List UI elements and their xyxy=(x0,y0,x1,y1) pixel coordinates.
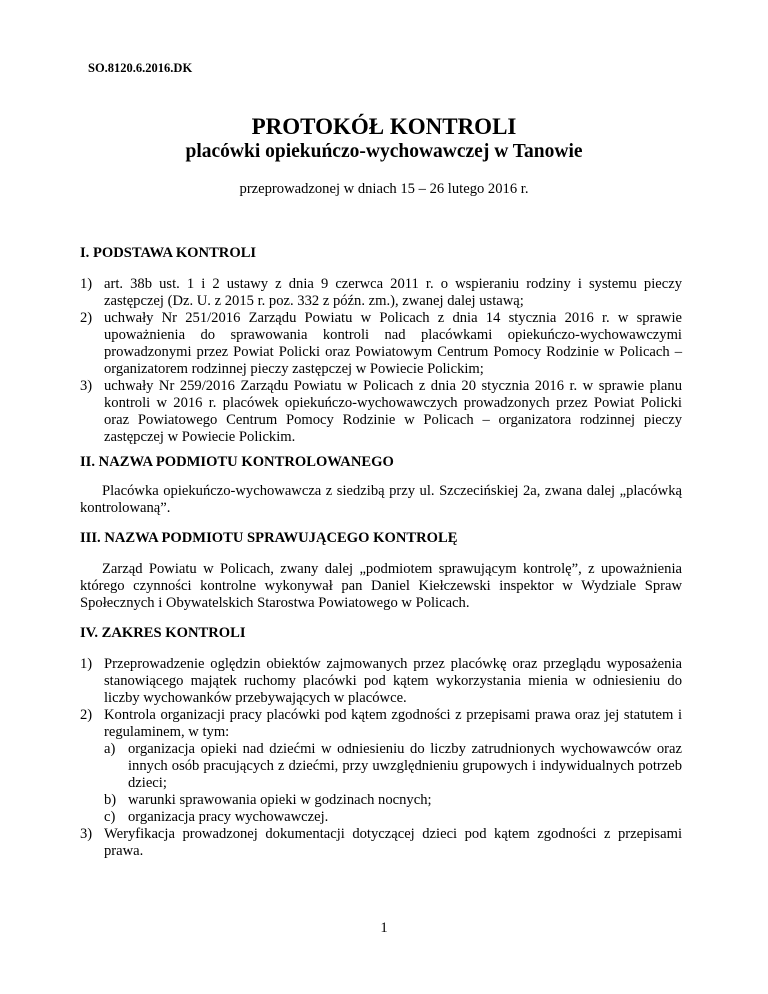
list-item-text: Kontrola organizacji pracy placówki pod kątem zgodności z przepisami prawa oraz jej statutem i regulaminem, w tym: xyxy=(104,707,682,740)
list-item-number: 2) xyxy=(80,310,93,326)
section-heading-scope: IV. ZAKRES KONTROLI xyxy=(80,625,246,641)
list-item-number: 1) xyxy=(80,276,93,292)
list-item xyxy=(80,656,682,707)
sublist-item xyxy=(104,809,682,826)
list-item-text: Weryfikacja prowadzonej dokumentacji dotyczącej dzieci pod kątem zgodności z przepisami prawa. xyxy=(104,826,682,859)
inspected-entity-text: Placówka opiekuńczo-wychowawcza z siedzibą przy ul. Szczecińskiej 2a, zwana dalej „placówką kontrolowaną”. xyxy=(80,483,682,516)
scope-list xyxy=(80,656,682,860)
sublist-item-text: organizacja opieki nad dziećmi w odniesieniu do liczby zatrudnionych wychowawców oraz innych osób pracujących z dziećmi, przy uwzględnieniu grupowych i indywidualnych potrzeb dzieci; xyxy=(128,741,682,791)
basis-list xyxy=(80,276,682,446)
page-number: 1 xyxy=(380,920,388,936)
document-subtitle: placówki opiekuńczo-wychowawczej w Tanowie xyxy=(185,141,583,162)
list-item xyxy=(80,310,682,378)
list-item-number: 3) xyxy=(80,826,93,842)
sublist-item-text: organizacja pracy wychowawczej. xyxy=(128,809,329,825)
document-title: PROTOKÓŁ KONTROLI xyxy=(251,114,517,139)
list-item xyxy=(80,378,682,446)
list-item-text: Przeprowadzenie oględzin obiektów zajmowanych przez placówkę oraz przeglądu wyposażenia stanowiącego majątek ruchomy placówki pod kątem wykorzystania mienia w odniesieniu do liczby wychowanków przebywających w placówce. xyxy=(104,656,682,706)
list-item xyxy=(80,707,682,826)
list-item xyxy=(80,826,682,860)
section-heading-inspecting-entity: III. NAZWA PODMIOTU SPRAWUJĄCEGO KONTROLĘ xyxy=(80,530,458,546)
sublist-item-letter: c) xyxy=(104,809,116,825)
section-heading-inspected-entity: II. NAZWA PODMIOTU KONTROLOWANEGO xyxy=(80,454,394,470)
section-heading-basis: I. PODSTAWA KONTROLI xyxy=(80,245,257,261)
list-item-text: uchwały Nr 251/2016 Zarządu Powiatu w Policach z dnia 14 stycznia 2016 r. w sprawie upoważnienia do sprawowania kontroli nad placówkami opiekuńczo-wychowawczymi prowadzonymi przez Powiat Policki oraz Powiatowym Centrum Pomocy Rodzinie w Policach – organizatorem rodzinnej pieczy zastępczej w Powiecie Polickim; xyxy=(104,310,682,377)
sublist-item xyxy=(104,792,682,809)
list-item-text: art. 38b ust. 1 i 2 ustawy z dnia 9 czerwca 2011 r. o wspieraniu rodziny i systemu pieczy zastępczej (Dz. U. z 2015 r. poz. 332 z późn. zm.), zwanej dalej ustawą; xyxy=(104,276,682,309)
list-item-number: 1) xyxy=(80,656,93,672)
document-reference: SO.8120.6.2016.DK xyxy=(88,61,193,75)
list-item-number: 2) xyxy=(80,707,93,723)
list-item-text: uchwały Nr 259/2016 Zarządu Powiatu w Policach z dnia 20 stycznia 2016 r. w sprawie planu kontroli w 2016 r. placówek opiekuńczo-wychowawczych prowadzonych przez Powiat Policki oraz Powiatowego Centrum Pomocy Rodzinie w Policach – organizatora rodzinnej pieczy zastępczej w Powiecie Polickim. xyxy=(104,378,682,445)
sublist-item xyxy=(104,741,682,792)
sublist-item-letter: a) xyxy=(104,741,116,757)
inspection-dates: przeprowadzonej w dniach 15 – 26 lutego 2016 r. xyxy=(239,181,529,197)
inspecting-entity-text: Zarząd Powiatu w Policach, zwany dalej „podmiotem sprawującym kontrolę”, z upoważnienia którego czynności kontrolne wykonywał pan Daniel Kiełczewski inspektor w Wydziale Spraw Społecznych i Obywatelskich Starostwa Powiatowego w Policach. xyxy=(80,561,682,611)
sublist-item-letter: b) xyxy=(104,792,117,808)
scope-sublist xyxy=(104,741,682,826)
sublist-item-text: warunki sprawowania opieki w godzinach nocnych; xyxy=(128,792,432,808)
list-item-number: 3) xyxy=(80,378,93,394)
list-item xyxy=(80,276,682,310)
